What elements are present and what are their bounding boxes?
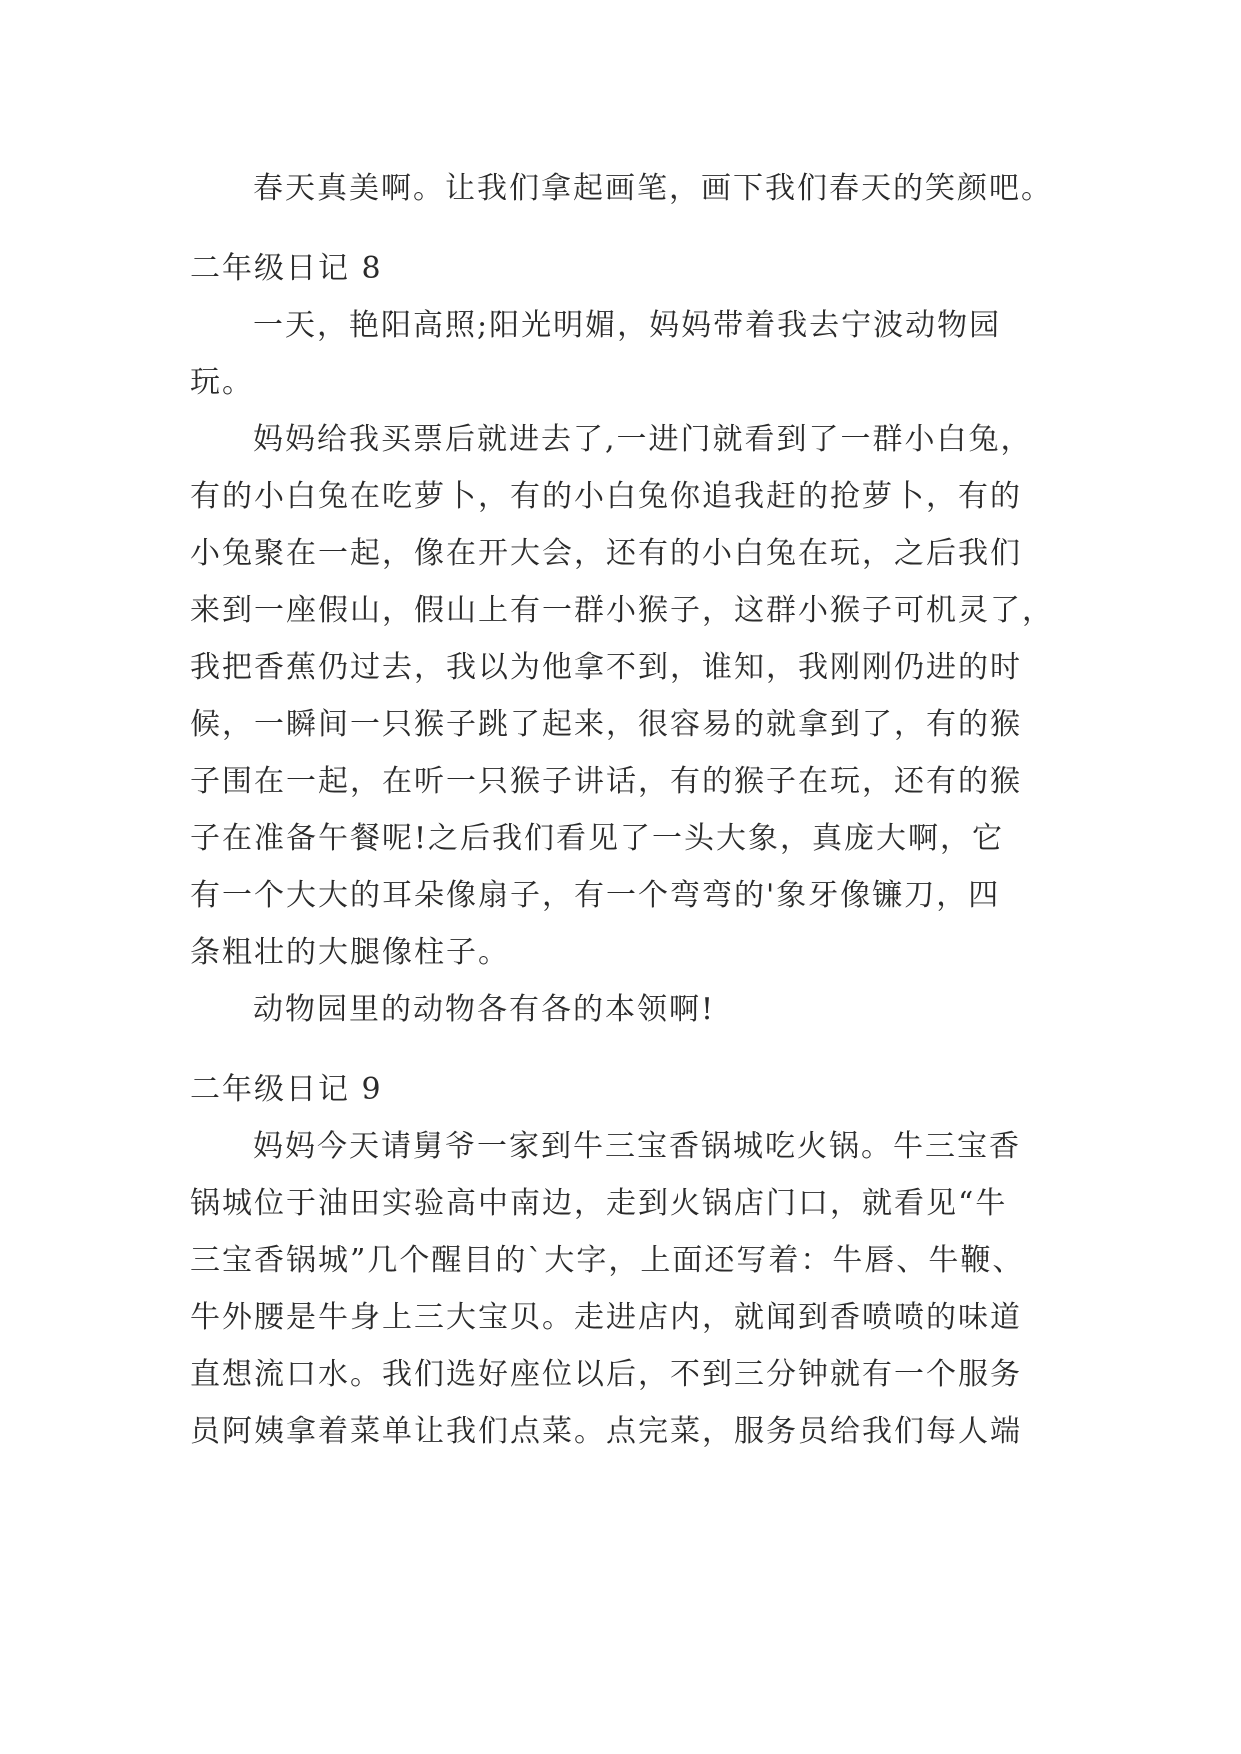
diary8-p2-line: 子围在一起，在听一只猴子讲话，有的猴子在玩，还有的猴 <box>190 764 1022 799</box>
diary9-p1-line: 三宝香锅城”几个醒目的`大字，上面还写着：牛唇、牛鞭、 <box>190 1243 1025 1278</box>
diary9-p1-line: 妈妈今天请舅爷一家到牛三宝香锅城吃火锅。牛三宝香 <box>253 1129 1021 1164</box>
diary8-p2-line: 小兔聚在一起，像在开大会，还有的小白兔在玩，之后我们 <box>190 536 1022 571</box>
diary8-p2-line: 条粗壮的大腿像柱子。 <box>190 935 510 970</box>
diary8-p2-line: 我把香蕉仍过去，我以为他拿不到，谁知，我刚刚仍进的时 <box>190 650 1022 685</box>
diary8-p2-line: 候，一瞬间一只猴子跳了起来，很容易的就拿到了，有的猴 <box>190 707 1022 742</box>
diary8-p2-line: 妈妈给我买票后就进去了,一进门就看到了一群小白兔， <box>253 422 1033 457</box>
diary8-p1-line: 一天，艳阳高照;阳光明媚，妈妈带着我去宁波动物园 <box>253 308 1002 343</box>
diary8-p2-line: 来到一座假山，假山上有一群小猴子，这群小猴子可机灵了， <box>190 593 1054 628</box>
intro-paragraph: 春天真美啊。让我们拿起画笔，画下我们春天的笑颜吧。 <box>253 171 1053 206</box>
diary9-p1-line: 员阿姨拿着菜单让我们点菜。点完菜，服务员给我们每人端 <box>190 1414 1022 1449</box>
diary8-heading: 二年级日记 8 <box>190 251 383 286</box>
diary9-p1-line: 直想流口水。我们选好座位以后，不到三分钟就有一个服务 <box>190 1357 1022 1392</box>
diary8-p3-line: 动物园里的动物各有各的本领啊! <box>253 992 716 1027</box>
diary8-p2-line: 有一个大大的耳朵像扇子，有一个弯弯的'象牙像镰刀，四 <box>190 878 1001 913</box>
diary8-p1-line: 玩。 <box>190 365 254 400</box>
diary8-p2-line: 子在准备午餐呢!之后我们看见了一头大象，真庞大啊，它 <box>190 821 1005 856</box>
diary9-p1-line: 锅城位于油田实验高中南边，走到火锅店门口，就看见“牛 <box>190 1186 1008 1221</box>
diary9-p1-line: 牛外腰是牛身上三大宝贝。走进店内，就闻到香喷喷的味道 <box>190 1300 1022 1335</box>
diary8-p2-line: 有的小白兔在吃萝卜，有的小白兔你追我赶的抢萝卜，有的 <box>190 479 1022 514</box>
diary9-heading: 二年级日记 9 <box>190 1072 383 1107</box>
